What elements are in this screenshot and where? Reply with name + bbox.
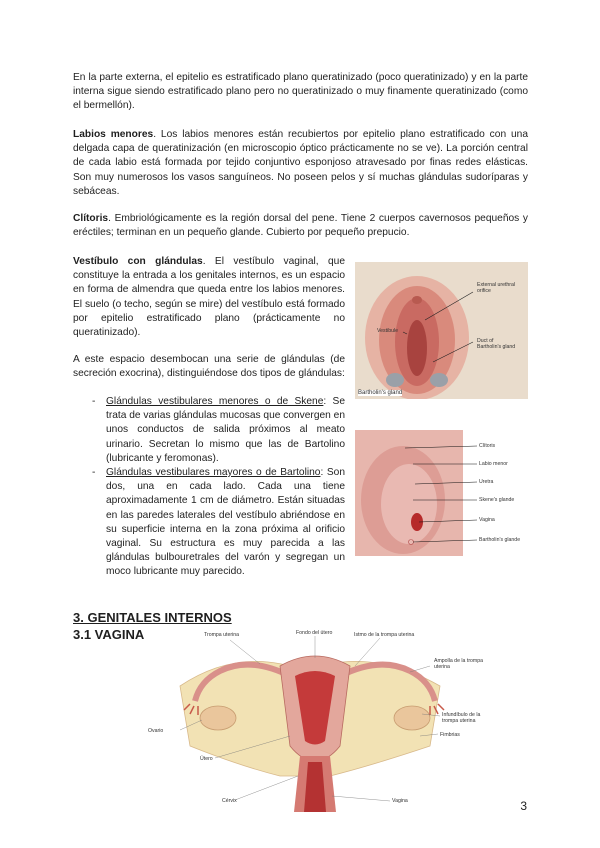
vestibulo-text: . El vestíbulo vaginal, que constituye la entrada a los genitales internos, es un espacio en forma de almendra que queda entre los labios menores. El suelo (o techo, según se mire) del vestíbulo está formado por epitelio estratificado plano (prácticamente no queratinizado). <box>73 256 345 339</box>
bartolino-term: Glándulas vestibulares mayores o de Bartolino <box>106 467 321 479</box>
list-item: - Glándulas vestibulares menores o de Skene: Se trata de varias glándulas mucosas que convergen en unos conductos de salida próximos al meato urinario. Secretan lo mismo que las de Bartolino (lubricante y feromonas). <box>92 396 346 464</box>
labios-term: Labios menores <box>73 129 154 140</box>
label-utero: Útero <box>200 756 213 762</box>
vestibule-diagram <box>355 262 528 399</box>
labios-paragraph <box>73 128 528 199</box>
label-vestibule: Vestibule <box>377 328 399 334</box>
label-urethral-orifice: External urethral orifice <box>477 282 516 294</box>
labios-text: . Los labios menores están recubiertos por epitelio plano estratificado con una delgada capa de queratinización (en microscopio óptico prácticamente no se ve). La porción central de cada labio está formada por tejido conjuntivo esponjoso atravesado por finas redes elásticas. Son muy numerosos los vasos sanguíneos. No poseen pelos y sí muchas glándulas sudoríparas y sebáceas. <box>73 129 528 197</box>
uterus-diagram <box>140 626 495 812</box>
label-uretra: Uretra <box>479 479 494 485</box>
glandulas-intro-paragraph <box>73 353 345 381</box>
vestibule-photo-diagram <box>355 430 528 556</box>
clitoris-text: . Embriológicamente es la región dorsal del pene. Tiene 2 cuerpos cavernosos pequeños y eréctiles; terminan en un pequeño glande. Cubierto por pequeño prepucio. <box>73 213 528 239</box>
label-bartholin-gland: Bartholin's gland <box>358 390 403 396</box>
label-labio-menor: Labio menor <box>479 461 508 467</box>
skene-term: Glándulas vestibulares menores o de Skene <box>106 396 324 407</box>
intro-paragraph <box>73 71 528 114</box>
skene-text: : Se trata de varias glándulas mucosas que convergen en unos conductos de salida próximos al meato urinario. Secretan lo mismo que las de Bartolino (lubricante y feromonas). <box>106 396 346 464</box>
label-infundibulo: Infundíbulo de la trompa uterina <box>442 712 481 724</box>
glandulas-intro-text: A este espacio desembocan una serie de glándulas (de secreción exocrina), distinguiéndose dos tipos de glándulas: <box>73 354 345 380</box>
intro-text: En la parte externa, el epitelio es estratificado plano queratinizado (poco queratinizado) y en la parte interna sigue siendo estratificado plano pero no queratinizado o muy finamente queratinizado (como el bermellón). <box>73 72 528 112</box>
label-fimbrias: Fimbrias <box>440 732 460 738</box>
label-clitoris: Clítoris <box>479 443 496 449</box>
vestibulo-term: Vestíbulo con glándulas <box>73 256 203 267</box>
label-ampolla: Ampolla de la trompa uterina <box>434 658 484 670</box>
label-istmo: Istmo de la trompa uterina <box>354 632 415 638</box>
clitoris-paragraph <box>73 212 528 240</box>
label-bartholin: Bartholin's glande <box>479 537 521 543</box>
label-vagina: Vagina <box>479 517 495 523</box>
bartolino-text: : Son dos, una en cada lado. Cada una tiene aproximadamente 1 cm de diámetro. Están situadas en las paredes laterales del vestíbulo abriéndose en su superficie interna en la zona próxima al orificio vaginal. Su estructura es muy parecida a las glándulas bulbouretrales del varón y segregan un moco lubricante muy parecido. <box>106 467 345 578</box>
glandulas-list <box>92 395 345 580</box>
section-title: 3. GENITALES INTERNOS <box>73 610 232 625</box>
subsection-title: 3.1 VAGINA <box>73 627 145 642</box>
clitoris-term: Clítoris <box>73 213 109 224</box>
label-vagina-fig3: Vagina <box>392 798 408 804</box>
label-trompa: Trompa uterina <box>204 632 239 638</box>
label-skene: Skene's glande <box>479 497 515 503</box>
label-ovario: Ovario <box>148 728 164 734</box>
vestibulo-paragraph <box>73 255 345 340</box>
page-number: 3 <box>520 799 527 813</box>
list-item: - Glándulas vestibulares mayores o de Bartolino: Son dos, una en cada lado. Cada una tiene aproximadamente 1 cm de diámetro. Están situadas en las paredes laterales del vestíbulo abriéndose en su superficie interna en la zona próxima al orificio vaginal. Su estructura es muy parecida a las glándulas bulbouretrales del varón y segregan un moco lubricante muy parecido. <box>92 467 345 578</box>
label-duct-bartholin: Duct of Bartholin's gland <box>477 338 516 350</box>
label-fondo: Fondo del útero <box>296 630 333 636</box>
label-cervix: Cérvix <box>222 798 237 804</box>
